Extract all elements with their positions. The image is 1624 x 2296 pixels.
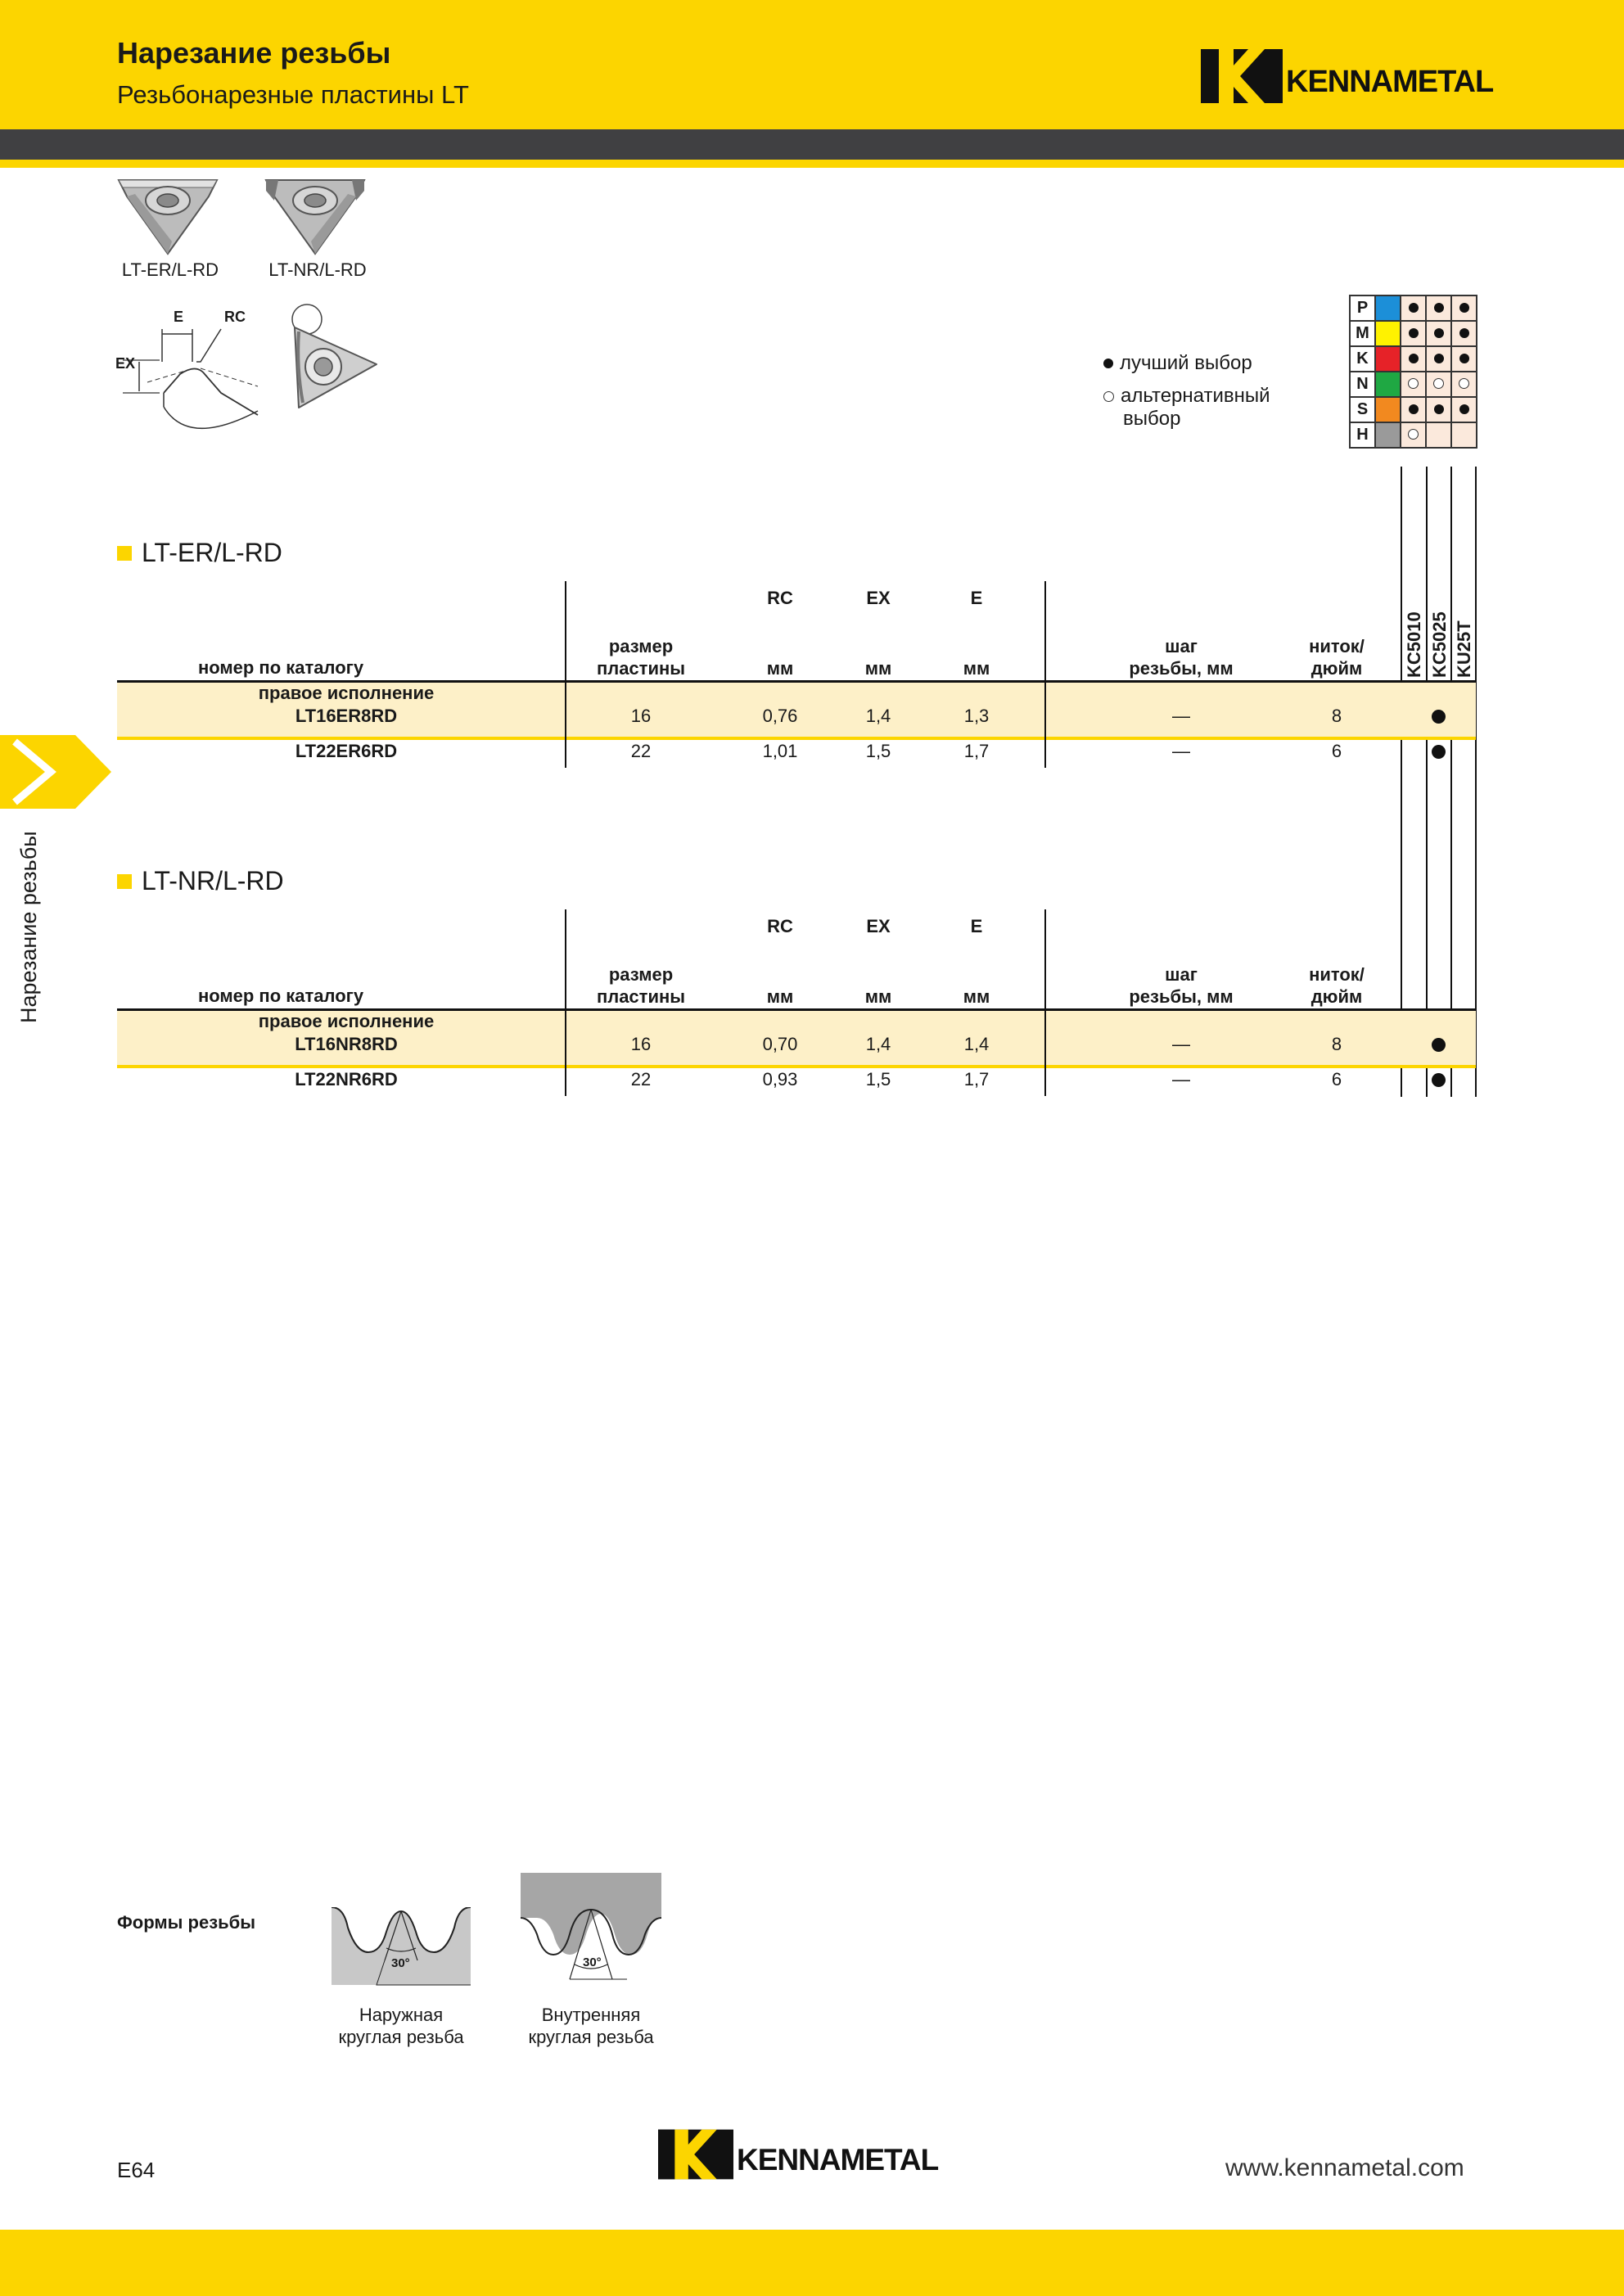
alt-choice-icon: [1433, 378, 1444, 389]
best-choice-icon: [1409, 404, 1419, 414]
best-choice-icon: [1459, 354, 1469, 363]
header-ex-unit: мм: [864, 986, 892, 1007]
section-marker-icon: [117, 546, 132, 561]
internal-angle-label: 30°: [583, 1955, 602, 1969]
ex-value: 1,5: [865, 741, 891, 761]
header-dark-stripe: [0, 129, 1624, 160]
best-choice-icon: [1432, 710, 1446, 724]
material-color-swatch: [1375, 321, 1401, 346]
header-e: E: [970, 588, 983, 608]
header-size-2: пластины: [596, 658, 686, 679]
header-pitch-1: шаг: [1165, 636, 1198, 656]
material-grade-cell: [1401, 372, 1426, 397]
e-value: 1,7: [963, 1069, 990, 1089]
best-choice-icon: [1434, 303, 1444, 313]
thread-forms-title: Формы резьбы: [117, 1912, 256, 1933]
header-pitch-1: шаг: [1165, 964, 1198, 985]
best-choice-icon: [1459, 303, 1469, 313]
material-row: [1350, 397, 1477, 422]
insert-top-view-image: [286, 303, 385, 409]
header-tpi-1: ниток/: [1309, 964, 1365, 985]
row-separator: [117, 737, 1476, 740]
header-rc-unit: мм: [766, 658, 794, 679]
rc-value: 0,70: [762, 1034, 798, 1054]
header-rc-unit: мм: [766, 986, 794, 1007]
material-grade-cell: [1426, 295, 1451, 321]
footer-wordmark: KENNAMETAL: [737, 2143, 939, 2176]
external-angle-label: 30°: [391, 1956, 410, 1970]
section-title: LT-NR/L-RD: [142, 866, 284, 895]
material-grade-cell: [1401, 422, 1426, 448]
grade-label: KU25T: [1454, 620, 1474, 678]
header-size-1: размер: [608, 964, 674, 985]
row-separator: [117, 1065, 1476, 1068]
material-code: N: [1350, 372, 1375, 397]
material-row: [1350, 372, 1477, 397]
legend-best: [1103, 352, 1252, 375]
diagram-rc-label: RC: [224, 309, 246, 325]
insert-er-image: [115, 176, 221, 258]
insert-er-label: LT-ER/L-RD: [121, 259, 219, 280]
material-grade-cell: [1401, 346, 1426, 372]
header-tpi-1: ниток/: [1309, 636, 1365, 656]
size-value: 16: [630, 706, 652, 726]
material-grade-cell: [1451, 295, 1477, 321]
grade-label: KC5025: [1429, 611, 1450, 678]
header-e-unit: мм: [963, 986, 990, 1007]
rc-value: 0,93: [762, 1069, 798, 1089]
insert-nr-label: LT-NR/L-RD: [268, 259, 367, 280]
best-choice-icon: [1409, 328, 1419, 338]
ex-value: 1,4: [865, 706, 891, 726]
table-divider: [1044, 681, 1046, 768]
best-choice-icon: [1409, 303, 1419, 313]
external-caption-line1: Наружная: [359, 2005, 444, 2025]
section-title: LT-ER/L-RD: [142, 538, 282, 567]
best-choice-icon: [1434, 354, 1444, 363]
legend-alt-label-1: альтернативный: [1121, 385, 1270, 407]
material-grade-cell: [1426, 397, 1451, 422]
best-choice-icon: [1459, 328, 1469, 338]
alt-choice-icon: [1408, 378, 1419, 389]
section-heading-er: [117, 538, 282, 568]
size-value: 16: [630, 1034, 652, 1054]
material-grade-cell: [1451, 372, 1477, 397]
material-grade-cell: [1401, 295, 1426, 321]
external-caption-line2: круглая резьба: [338, 2027, 464, 2047]
material-suitability-grid: [1349, 295, 1477, 449]
material-grade-cell: [1451, 346, 1477, 372]
material-grade-cell: [1426, 422, 1451, 448]
legend-alt: [1103, 385, 1270, 431]
best-choice-icon: [1432, 1073, 1446, 1087]
footer-kennametal-logo: [658, 2129, 938, 2180]
grade-label: KC5010: [1404, 611, 1424, 678]
header-size-1: размер: [608, 636, 674, 656]
material-row: [1350, 321, 1477, 346]
header-tpi-2: дюйм: [1310, 658, 1363, 679]
pitch-value: —: [1172, 1034, 1190, 1054]
insert-nr-image: [262, 176, 368, 258]
side-tab-chevron-icon: [0, 735, 115, 809]
header-catalog: номер по каталогу: [197, 657, 364, 678]
header-size-2: пластины: [596, 986, 686, 1007]
footer-bar: [0, 2230, 1624, 2296]
material-color-swatch: [1375, 346, 1401, 372]
header-rc: RC: [767, 916, 793, 936]
tpi-value: 6: [1331, 741, 1342, 761]
catalog-number: LT22ER6RD: [295, 741, 398, 761]
pitch-value: —: [1172, 741, 1190, 761]
e-value: 1,3: [963, 706, 990, 726]
tpi-value: 8: [1331, 706, 1342, 726]
header-yellow-stripe: [0, 160, 1624, 168]
material-row: [1350, 346, 1477, 372]
size-value: 22: [630, 741, 652, 761]
table-nr: [117, 909, 1476, 1098]
header-pitch-2: резьбы, мм: [1129, 658, 1234, 679]
catalog-number: LT16ER8RD: [295, 706, 398, 726]
material-color-swatch: [1375, 372, 1401, 397]
internal-thread-caption: [501, 2004, 681, 2048]
alt-choice-icon: [1459, 378, 1469, 389]
kennametal-k-icon: [658, 2129, 733, 2180]
e-value: 1,7: [963, 741, 990, 761]
material-grade-cell: [1426, 372, 1451, 397]
catalog-number: LT22NR6RD: [295, 1069, 398, 1089]
material-code: K: [1350, 346, 1375, 372]
best-choice-icon: [1434, 328, 1444, 338]
material-row: [1350, 422, 1477, 448]
page-subtitle: Резьбонарезные пластины LT: [117, 80, 469, 109]
rc-value: 1,01: [762, 741, 798, 761]
table-er: [117, 581, 1476, 769]
legend-best-label: лучший выбор: [1120, 352, 1252, 374]
alt-choice-icon: [1103, 391, 1114, 402]
best-choice-icon: [1432, 1038, 1446, 1052]
section-marker-icon: [117, 874, 132, 889]
material-color-swatch: [1375, 295, 1401, 321]
material-grade-cell: [1451, 422, 1477, 448]
header-pitch-2: резьбы, мм: [1129, 986, 1234, 1007]
side-tab-label: Нарезание резьбы: [16, 831, 41, 1023]
material-code: S: [1350, 397, 1375, 422]
internal-thread-diagram: [521, 1873, 661, 1996]
material-grade-cell: [1451, 321, 1477, 346]
diagram-ex-label: EX: [115, 355, 136, 372]
size-value: 22: [630, 1069, 652, 1089]
right-hand-label: правое исполнение: [258, 1011, 435, 1031]
material-grade-cell: [1426, 321, 1451, 346]
page-title: Нарезание резьбы: [117, 36, 391, 70]
legend-alt-label-2: выбор: [1123, 408, 1181, 430]
header-e-unit: мм: [963, 658, 990, 679]
external-thread-diagram: [327, 1907, 475, 1997]
section-heading-nr: [117, 866, 284, 896]
catalog-number: LT16NR8RD: [295, 1034, 398, 1054]
header-ex-unit: мм: [864, 658, 892, 679]
material-grade-cell: [1451, 397, 1477, 422]
kennametal-logo: [1201, 49, 1493, 103]
table-divider: [1044, 1009, 1046, 1096]
material-grade-cell: [1401, 397, 1426, 422]
header-catalog: номер по каталогу: [197, 986, 364, 1006]
page-number: E64: [117, 2158, 156, 2182]
e-value: 1,4: [963, 1034, 990, 1054]
best-choice-icon: [1434, 404, 1444, 414]
material-code: H: [1350, 422, 1375, 448]
pitch-value: —: [1172, 706, 1190, 726]
internal-caption-line1: Внутренняя: [541, 2005, 641, 2025]
material-row: [1350, 295, 1477, 321]
kennametal-wordmark: KENNAMETAL: [1286, 64, 1494, 99]
material-code: M: [1350, 321, 1375, 346]
best-choice-icon: [1409, 354, 1419, 363]
material-color-swatch: [1375, 422, 1401, 448]
tpi-value: 6: [1331, 1069, 1342, 1089]
header-e: E: [970, 916, 983, 936]
right-hand-label: правое исполнение: [258, 683, 435, 703]
pitch-value: —: [1172, 1069, 1190, 1089]
alt-choice-icon: [1408, 429, 1419, 440]
ex-value: 1,4: [865, 1034, 891, 1054]
material-code: P: [1350, 295, 1375, 321]
rc-value: 0,76: [762, 706, 798, 726]
internal-caption-line2: круглая резьба: [528, 2027, 654, 2047]
material-grade-cell: [1401, 321, 1426, 346]
external-thread-caption: [311, 2004, 491, 2048]
material-grade-cell: [1426, 346, 1451, 372]
best-choice-icon: [1432, 745, 1446, 759]
header-ex: EX: [866, 916, 891, 936]
header-rc: RC: [767, 588, 793, 608]
header-tpi-2: дюйм: [1310, 986, 1363, 1007]
best-choice-icon: [1459, 404, 1469, 414]
tpi-value: 8: [1331, 1034, 1342, 1054]
best-choice-icon: [1103, 359, 1113, 368]
footer-url[interactable]: www.kennametal.com: [1225, 2154, 1464, 2181]
material-color-swatch: [1375, 397, 1401, 422]
diagram-e-label: E: [174, 309, 184, 325]
header-ex: EX: [866, 588, 891, 608]
ex-value: 1,5: [865, 1069, 891, 1089]
kennametal-k-icon: [1201, 49, 1283, 103]
